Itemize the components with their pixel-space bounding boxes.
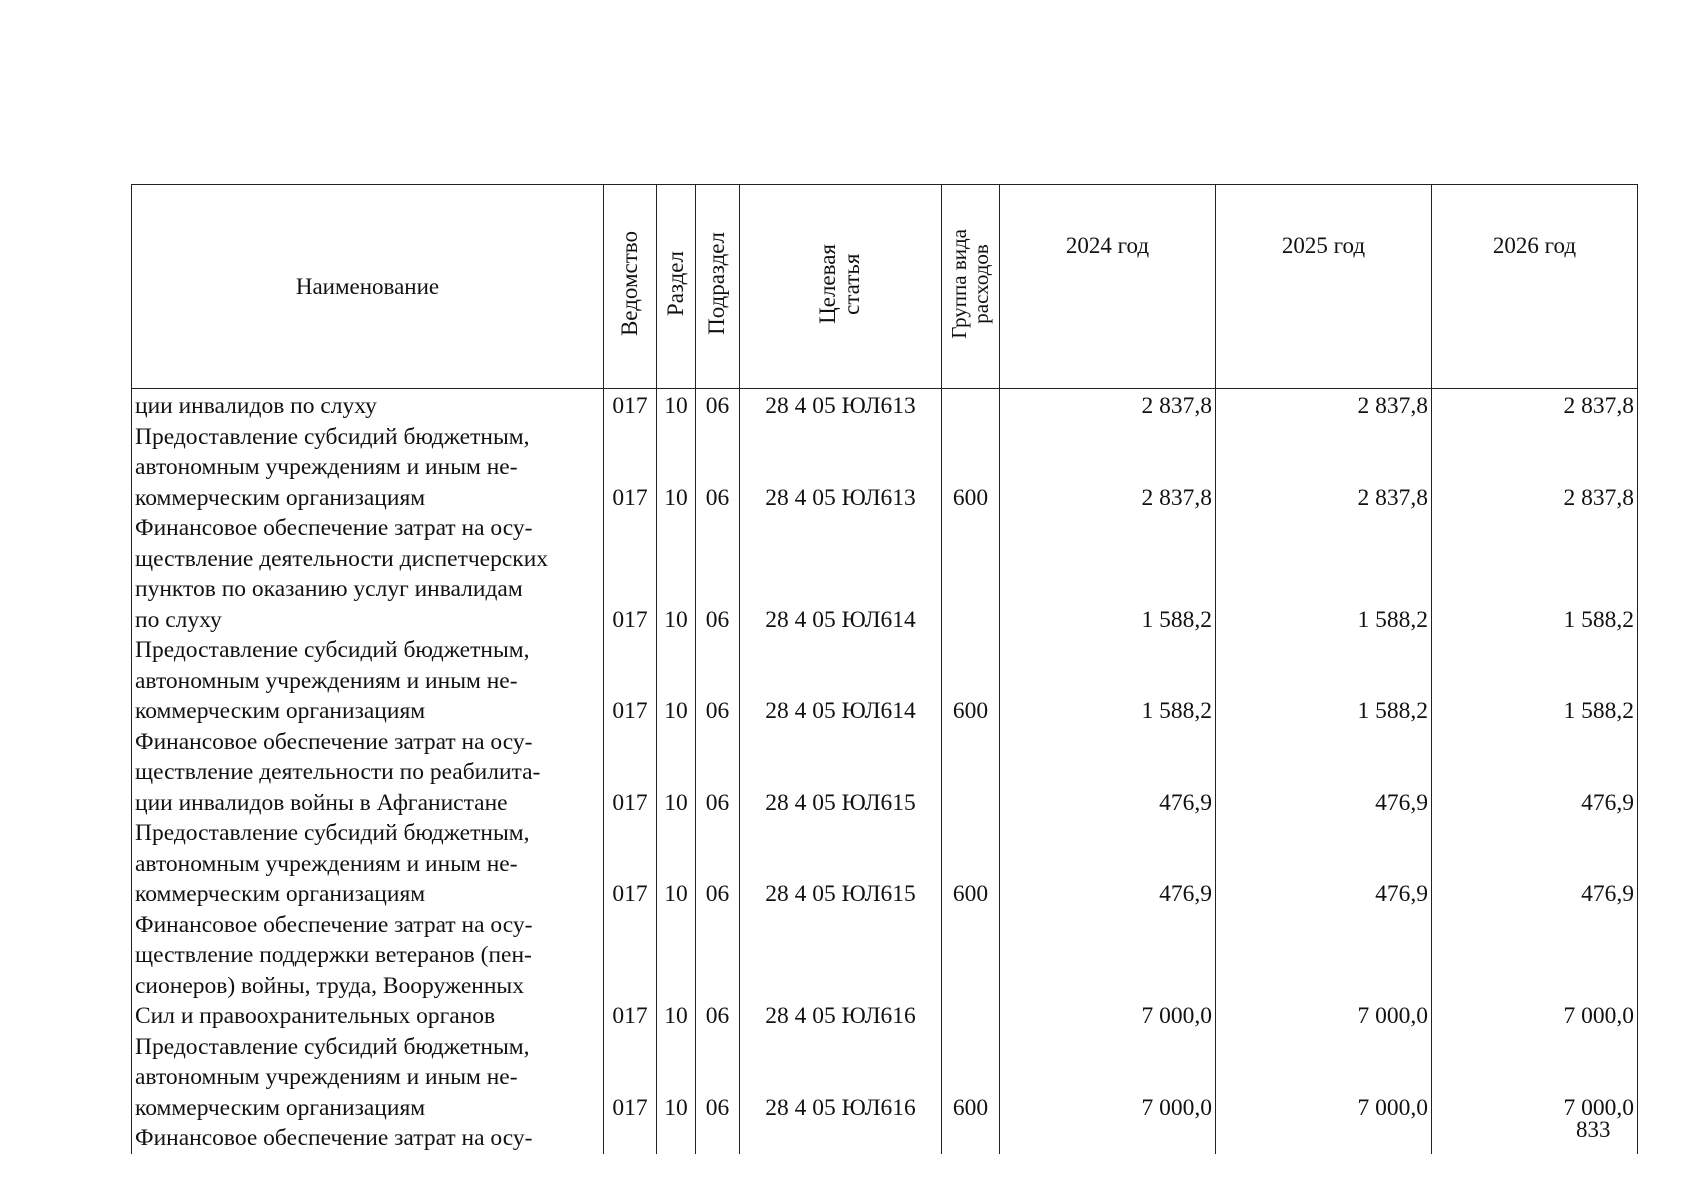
row-name-line: Сил и правоохранительных органов — [135, 1003, 496, 1029]
row-vedomstvo: 017 — [604, 727, 657, 819]
table-row — [132, 513, 1638, 635]
table-row — [132, 635, 1638, 727]
row-value-2025: 7 000,0 — [1216, 910, 1432, 1032]
row-podrazdel: 06 — [696, 635, 740, 727]
row-name — [132, 635, 604, 727]
row-value-2026: 476,9 — [1432, 727, 1638, 819]
row-name-line: коммерческим организациям — [135, 484, 426, 511]
row-value-2025: 476,9 — [1216, 727, 1432, 819]
row-gruppa-vida-rashodov: 600 — [942, 818, 1000, 910]
row-podrazdel — [696, 1123, 740, 1154]
row-name-line: коммерческим организациям — [135, 698, 426, 724]
row-celevaya-statya — [740, 1123, 942, 1154]
budget-table — [131, 184, 1638, 1154]
header-celevaya-statya: Целевая статья — [740, 185, 942, 389]
table-row — [132, 1123, 1638, 1154]
table-row — [132, 818, 1638, 910]
row-value-2026: 476,9 — [1432, 818, 1638, 910]
row-gruppa-vida-rashodov: 600 — [942, 422, 1000, 514]
row-name-line: Финансовое обеспечение затрат на осу- — [135, 1125, 533, 1151]
row-podrazdel: 06 — [696, 422, 740, 514]
row-value-2025: 7 000,0 — [1216, 1032, 1432, 1124]
row-name-line: ции инвалидов по слуху — [135, 393, 377, 419]
row-name-line: автономным учреждениям и иным не- — [135, 454, 518, 480]
row-gruppa-vida-rashodov: 600 — [942, 635, 1000, 727]
row-name-line: ществление деятельности по реабилита- — [135, 759, 541, 785]
row-value-2024: 1 588,2 — [1000, 635, 1216, 727]
row-name-line: Финансовое обеспечение затрат на осу- — [135, 911, 533, 938]
row-razdel: 10 — [657, 389, 696, 422]
row-name — [132, 818, 604, 910]
row-podrazdel: 06 — [696, 389, 740, 422]
row-razdel: 10 — [657, 422, 696, 514]
row-value-2026: 2 837,8 — [1432, 389, 1638, 422]
row-celevaya-statya: 28 4 05 ЮЛ614 — [740, 513, 942, 635]
row-razdel: 10 — [657, 818, 696, 910]
row-name-line: ции инвалидов войны в Афганистане — [135, 789, 508, 816]
row-value-2024: 7 000,0 — [1000, 910, 1216, 1032]
table-row — [132, 727, 1638, 819]
row-value-2024: 476,9 — [1000, 727, 1216, 819]
table-row — [132, 422, 1638, 514]
page-number: 833 — [1576, 1117, 1611, 1142]
row-name-line: Финансовое обеспечение затрат на осу- — [135, 728, 533, 755]
header-2024: 2024 год — [1000, 185, 1216, 389]
row-value-2024 — [1000, 1123, 1216, 1154]
header-vedomstvo: Ведомство — [604, 185, 657, 389]
row-razdel: 10 — [657, 635, 696, 727]
row-value-2025: 2 837,8 — [1216, 389, 1432, 422]
row-vedomstvo: 017 — [604, 389, 657, 422]
row-name-line: автономным учреждениям и иным не- — [135, 1064, 518, 1090]
row-razdel: 10 — [657, 1032, 696, 1124]
table-row — [132, 389, 1638, 422]
row-value-2025: 1 588,2 — [1216, 513, 1432, 635]
row-value-2026: 1 588,2 — [1432, 513, 1638, 635]
row-name-line: автономным учреждениям и иным не- — [135, 667, 518, 694]
header-row — [132, 185, 1638, 389]
row-name-line: Предоставление субсидий бюджетным, — [135, 820, 530, 846]
row-vedomstvo: 017 — [604, 818, 657, 910]
row-name-line: сионеров) войны, труда, Вооруженных — [135, 972, 524, 999]
row-gruppa-vida-rashodov — [942, 727, 1000, 819]
row-name — [132, 1032, 604, 1124]
row-razdel: 10 — [657, 513, 696, 635]
row-name-line: ществление деятельности диспетчерских — [135, 545, 549, 572]
row-gruppa-vida-rashodov — [942, 389, 1000, 422]
row-podrazdel: 06 — [696, 513, 740, 635]
row-name-line: коммерческим организациям — [135, 881, 426, 907]
header-razdel: Раздел — [657, 185, 696, 389]
row-name-line: Предоставление субсидий бюджетным, — [135, 637, 530, 663]
header-name: Наименование — [132, 185, 604, 389]
row-value-2024: 2 837,8 — [1000, 422, 1216, 514]
row-celevaya-statya: 28 4 05 ЮЛ616 — [740, 1032, 942, 1124]
row-name — [132, 389, 604, 422]
row-vedomstvo: 017 — [604, 513, 657, 635]
table-row — [132, 1032, 1638, 1124]
row-celevaya-statya: 28 4 05 ЮЛ615 — [740, 818, 942, 910]
row-value-2024: 7 000,0 — [1000, 1032, 1216, 1124]
row-vedomstvo: 017 — [604, 1032, 657, 1124]
header-2026: 2026 год — [1432, 185, 1638, 389]
row-name — [132, 727, 604, 819]
row-vedomstvo — [604, 1123, 657, 1154]
header-2025: 2025 год — [1216, 185, 1432, 389]
row-value-2025: 2 837,8 — [1216, 422, 1432, 514]
row-gruppa-vida-rashodov — [942, 1123, 1000, 1154]
row-vedomstvo: 017 — [604, 910, 657, 1032]
row-value-2026: 7 000,0 — [1432, 1032, 1638, 1124]
table-row — [132, 910, 1638, 1032]
row-podrazdel: 06 — [696, 1032, 740, 1124]
row-celevaya-statya: 28 4 05 ЮЛ615 — [740, 727, 942, 819]
row-name — [132, 422, 604, 514]
row-name-line: по слуху — [135, 606, 222, 633]
row-celevaya-statya: 28 4 05 ЮЛ614 — [740, 635, 942, 727]
row-name-line: коммерческим организациям — [135, 1094, 426, 1121]
row-value-2024: 476,9 — [1000, 818, 1216, 910]
row-name-line: автономным учреждениям и иным не- — [135, 850, 518, 877]
row-gruppa-vida-rashodov — [942, 910, 1000, 1032]
row-celevaya-statya: 28 4 05 ЮЛ616 — [740, 910, 942, 1032]
row-value-2024: 1 588,2 — [1000, 513, 1216, 635]
row-vedomstvo: 017 — [604, 635, 657, 727]
row-podrazdel: 06 — [696, 818, 740, 910]
row-name — [132, 910, 604, 1032]
row-razdel: 10 — [657, 727, 696, 819]
row-value-2025: 1 588,2 — [1216, 635, 1432, 727]
row-name-line: ществление поддержки ветеранов (пен- — [135, 942, 532, 968]
row-name — [132, 513, 604, 635]
row-razdel: 10 — [657, 910, 696, 1032]
row-name-line: Финансовое обеспечение затрат на осу- — [135, 515, 533, 541]
row-name — [132, 1123, 604, 1154]
row-podrazdel: 06 — [696, 910, 740, 1032]
row-value-2026: 7 000,0 — [1432, 910, 1638, 1032]
row-value-2025 — [1216, 1123, 1432, 1154]
row-value-2025: 476,9 — [1216, 818, 1432, 910]
row-value-2026: 1 588,2 — [1432, 635, 1638, 727]
row-gruppa-vida-rashodov: 600 — [942, 1032, 1000, 1124]
header-gruppa-vida-rashodov: Группа вида расходов — [942, 185, 1000, 389]
row-gruppa-vida-rashodov — [942, 513, 1000, 635]
row-name-line: пунктов по оказанию услуг инвалидам — [135, 576, 523, 602]
row-name-line: Предоставление субсидий бюджетным, — [135, 423, 530, 450]
row-value-2024: 2 837,8 — [1000, 389, 1216, 422]
row-podrazdel: 06 — [696, 727, 740, 819]
row-celevaya-statya: 28 4 05 ЮЛ613 — [740, 422, 942, 514]
header-podrazdel: Подраздел — [696, 185, 740, 389]
row-value-2026: 2 837,8 — [1432, 422, 1638, 514]
row-celevaya-statya: 28 4 05 ЮЛ613 — [740, 389, 942, 422]
row-name-line: Предоставление субсидий бюджетным, — [135, 1033, 530, 1060]
row-vedomstvo: 017 — [604, 422, 657, 514]
row-razdel — [657, 1123, 696, 1154]
